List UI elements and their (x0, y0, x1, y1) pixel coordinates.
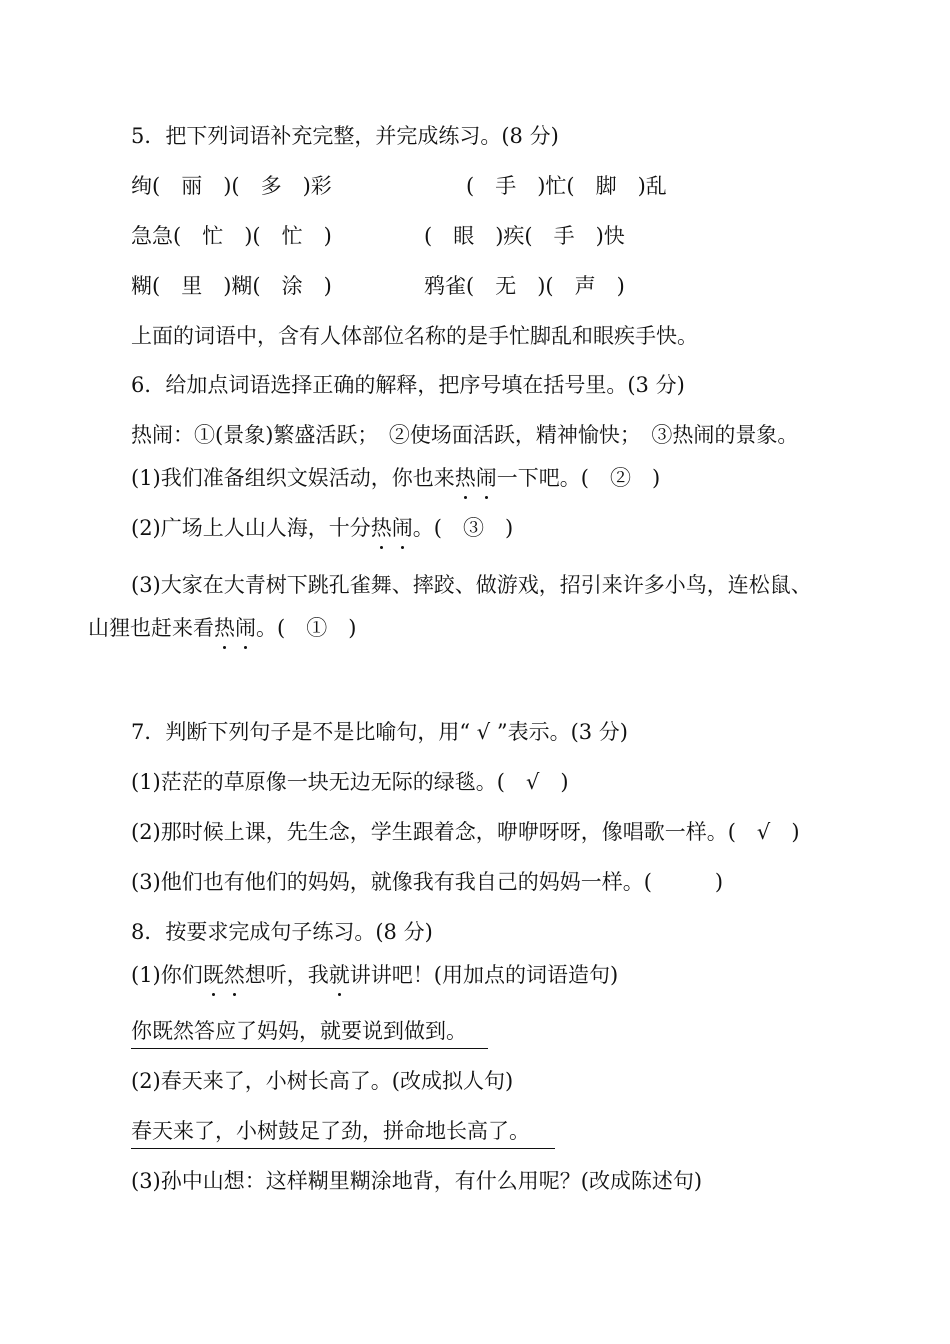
q5-word-3: 急急( 忙 )( 忙 ) (131, 224, 332, 248)
q6-s2-text: (2)广场上人山人海，十分 (131, 516, 371, 540)
q6-s3-text: 山狸也赶来看 (88, 616, 214, 640)
q8-answer-1 (131, 1017, 488, 1049)
dotted-char: 就 (328, 963, 350, 987)
q5-word-4: ( 眼 )疾( 手 )快 (424, 224, 625, 248)
dotted-char: 闹 (475, 466, 497, 490)
q6-s2-answer: 。( ③ ) (412, 516, 514, 540)
q6-sentence-3-line-2 (88, 614, 356, 642)
q8-title: 8．按要求完成句子练习。(8 分) (131, 920, 433, 944)
q8-answer-1-text: 你既然答应了妈妈，就要说到做到。 (131, 1017, 488, 1049)
q5-word-6: 鸦雀( 无 )( 声 ) (424, 274, 625, 298)
q8-s1-text: 想听，我 (244, 963, 329, 987)
dotted-char: 热 (370, 516, 392, 540)
q6-title: 6．给加点词语选择正确的解释，把序号填在括号里。(3 分) (131, 373, 685, 397)
q5-word-2: ( 手 )忙( 脚 )乱 (466, 174, 667, 198)
q8-s1-text: (1)你们 (131, 963, 203, 987)
q6-sentence-3-line-1: (3)大家在大青树下跳孔雀舞、摔跤、做游戏，招引来许多小鸟，连松鼠、 (131, 573, 812, 597)
dotted-char: 热 (454, 466, 476, 490)
q6-s1-text: (1)我们准备组织文娱活动，你也来 (131, 466, 455, 490)
q6-definitions: 热闹：①(景象)繁盛活跃； ②使场面活跃，精神愉快； ③热闹的景象。 (131, 423, 799, 447)
q6-sentence-2 (131, 514, 513, 542)
q8-answer-2-text: 春天来了，小树鼓足了劲，拼命地长高了。 (131, 1117, 555, 1149)
dotted-char: 热 (214, 616, 235, 640)
q5-summary: 上面的词语中，含有人体部位名称的是手忙脚乱和眼疾手快。 (131, 324, 698, 348)
q6-s1-answer: 一下吧。( ② ) (496, 466, 661, 490)
q5-word-5: 糊( 里 )糊( 涂 ) (131, 274, 332, 298)
q6-s3-answer: 。( ① ) (256, 616, 357, 640)
q8-s1-text: 讲讲吧！(用加点的词语造句) (349, 963, 619, 987)
dotted-char: 闹 (391, 516, 413, 540)
q8-answer-2 (131, 1117, 555, 1149)
q7-sentence-3: (3)他们也有他们的妈妈，就像我有我自己的妈妈一样。( ) (131, 870, 724, 894)
q7-title: 7．判断下列句子是不是比喻句，用“ √ ”表示。(3 分) (131, 720, 628, 744)
q6-sentence-1 (131, 464, 660, 492)
q8-sentence-3: (3)孙中山想：这样糊里糊涂地背，有什么用呢？(改成陈述句) (131, 1169, 703, 1193)
q5-word-1: 绚( 丽 )( 多 )彩 (131, 174, 332, 198)
q8-sentence-2: (2)春天来了，小树长高了。(改成拟人句) (131, 1069, 514, 1093)
dotted-char: 既 (202, 963, 224, 987)
q7-sentence-2: (2)那时候上课，先生念，学生跟着念，咿咿呀呀，像唱歌一样。( √ ) (131, 820, 800, 844)
q8-sentence-1 (131, 961, 618, 989)
q7-sentence-1: (1)茫茫的草原像一块无边无际的绿毯。( √ ) (131, 770, 569, 794)
q5-title: 5．把下列词语补充完整，并完成练习。(8 分) (131, 124, 559, 148)
dotted-char: 闹 (235, 616, 256, 640)
dotted-char: 然 (223, 963, 245, 987)
